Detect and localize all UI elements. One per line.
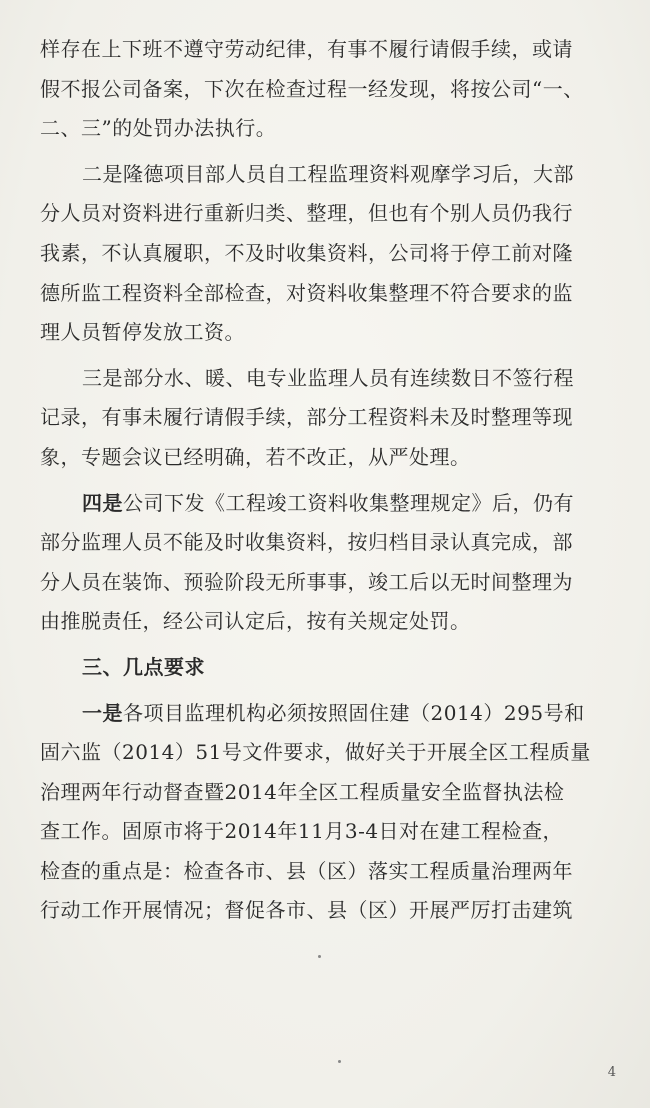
text-line: 三是部分水、暖、电专业监理人员有连续数日不签行程 [82, 365, 574, 390]
paragraph-lead: 四是 [82, 490, 123, 515]
text-line: 由推脱责任，经公司认定后，按有关规定处罚。 [40, 609, 471, 634]
text-line: 二、三”的处罚办法执行。 [40, 116, 277, 141]
text-line: 行动工作开展情况；督促各市、县（区）开展严厉打击建筑 [40, 898, 573, 923]
text-line: 记录，有事未履行请假手续，部分工程资料未及时整理等现 [40, 405, 573, 430]
text-line: 假不报公司备案，下次在检查过程一经发现，将按公司“一、 [40, 76, 584, 101]
paragraph-text: 各项目监理机构必须按照固住建（2014）295号和 [123, 700, 585, 725]
text-line: 治理两年行动督查暨2014年全区工程质量安全监督执法检 [40, 779, 565, 804]
text-line: 样存在上下班不遵守劳动纪律，有事不履行请假手续，或请 [40, 37, 573, 61]
text-line: 分人员在装饰、预验阶段无所事事，竣工后以无时间整理为 [40, 569, 573, 594]
page-number: 4 [607, 1065, 616, 1080]
text-line [40, 694, 620, 734]
paragraph-lead: 一是 [82, 700, 123, 725]
document-body [40, 30, 620, 931]
text-line: 理人员暂停发放工资。 [40, 320, 245, 345]
text-line: 德所监工程资料全部检查，对资料收集整理不符合要求的监 [40, 280, 573, 305]
text-line: 固六监（2014）51号文件要求，做好关于开展全区工程质量 [40, 740, 591, 765]
text-line: 二是隆德项目部人员自工程监理资料观摩学习后，大部 [82, 161, 574, 186]
section-heading: 三、几点要求 [82, 654, 205, 679]
text-line: 查工作。固原市将于2014年11月3-4日对在建工程检查， [40, 819, 564, 844]
text-line: 象，专题会议已经明确，若不改正，从严处理。 [40, 444, 471, 469]
paragraph-text: 公司下发《工程竣工资料收集整理规定》后，仍有 [123, 490, 574, 515]
scan-speck [318, 955, 321, 958]
text-line: 分人员对资料进行重新归类、整理，但也有个别人员仍我行 [40, 201, 573, 226]
text-line: 检查的重点是：检查各市、县（区）落实工程质量治理两年 [40, 858, 573, 883]
scan-speck [338, 1060, 341, 1063]
text-line [40, 484, 620, 524]
text-line: 部分监理人员不能及时收集资料，按归档目录认真完成，部 [40, 530, 573, 555]
text-line: 我素，不认真履职，不及时收集资料，公司将于停工前对隆 [40, 240, 573, 265]
